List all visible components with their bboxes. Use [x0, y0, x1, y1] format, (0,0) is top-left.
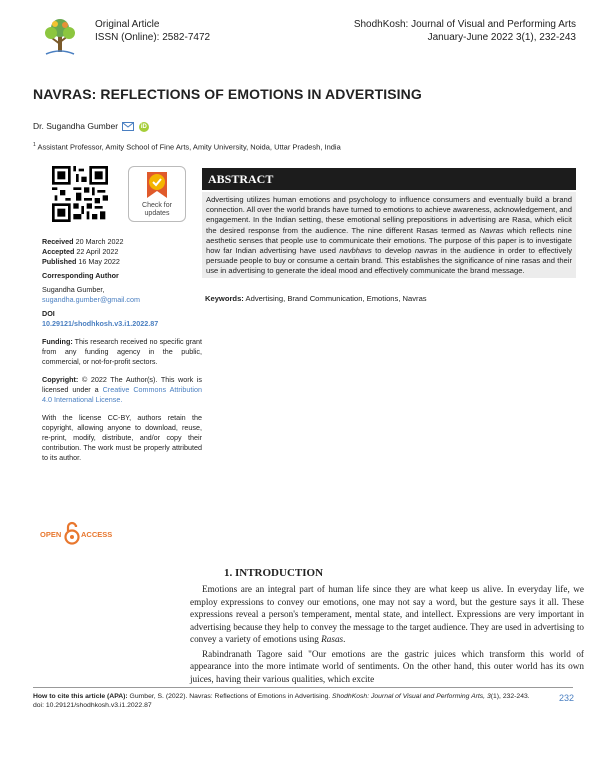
intro-p1-text: Emotions are an integral part of human life since they are what keep us alive. In everyday life, we employ expressions to convey our emotions, one may not say a word, but the gesture says it all. These expressions reveal a person's temperament, mental state, and intellect. Expressions are very important in advertising because they help to convey the message to the target audience. They are used in advertising to convey a variety of emotions using	[190, 584, 584, 644]
abstract-text-1: Advertising utilizes human emotions and psychology to influence consumers and eventually build a brand connection. All over the world brands have turned to emotions to achieve awareness, acknowledgement, and engagement. In the Indian setting, these emotional selling prepositions in advertising are Rasa, which elicit the desired response from the audience. The nine different Rasas termed as	[206, 195, 572, 235]
journal-logo-icon	[38, 14, 82, 58]
intro-p1-em: Rasas	[321, 634, 344, 644]
abstract-em-navras: Navras	[479, 225, 504, 235]
intro-paragraph-2: Rabindranath Tagore said "Our emotions are the gastric juices which transform this world of appearance into the more intimate world of sentiments. On the other hand, this outer world has its own juices, having their various qualities, which excite	[190, 648, 584, 684]
footer-divider	[33, 687, 573, 688]
abstract-heading: ABSTRACT	[202, 168, 576, 190]
citation-text-1: Gumber, S. (2022). Navras: Reflections of Emotions in Advertising.	[127, 693, 333, 700]
corresponding-label: Corresponding Author	[42, 271, 119, 280]
affiliation-text: Assistant Professor, Amity School of Fine Arts, Amity University, Noida, Uttar Pradesh, India	[37, 142, 341, 152]
keywords-text: Advertising, Brand Communication, Emotions, Navras	[245, 294, 427, 303]
doi-label: DOI	[42, 309, 55, 318]
abstract-text-4: in the audience in order to effectively persuade people to buy or consume a certain brand. This establishes the significance of nine rasas and their use in advertising to generate the ideal mood and effectively communicate the brand message.	[206, 246, 572, 276]
journal-name: ShodhKosh: Journal of Visual and Performing Arts	[353, 19, 576, 30]
issn: ISSN (Online): 2582-7472	[95, 32, 211, 43]
access-text: ACCESS	[81, 530, 113, 539]
funding-label: Funding:	[42, 337, 73, 346]
accepted-label: Accepted	[42, 247, 75, 256]
author-name: Dr. Sugandha Gumber	[33, 121, 119, 131]
qr-code-icon[interactable]	[52, 166, 108, 222]
received-label: Received	[42, 237, 74, 246]
accepted-date: 22 April 2022	[76, 247, 119, 256]
check-line-2: updates	[144, 210, 170, 217]
orcid-icon[interactable]: iD	[140, 123, 147, 130]
abstract-em-navras-2: navras	[414, 246, 438, 256]
header-left	[95, 18, 210, 44]
abstract-text-2: which reflects nine aesthetic senses that people use to communicate their emotions. The purpose of this paper is to investigate how far Indian advertising have used	[206, 225, 573, 256]
open-text: OPEN	[40, 530, 62, 539]
abstract-em-navbhavs: navbhavs	[339, 246, 372, 256]
abstract-text-3: to develop	[371, 246, 415, 256]
keywords-label: Keywords:	[205, 294, 244, 303]
copyright-label: Copyright:	[42, 375, 79, 384]
article-type: Original Article	[95, 19, 160, 30]
license-text: With the license CC-BY, authors retain the copyright, allowing anyone to download, reuse, re-print, modify, distribute, and/or copy their contribution. The work must be properly attributed to its author.	[42, 413, 202, 462]
citation-footer	[33, 692, 533, 710]
open-access-logo	[40, 521, 120, 547]
abstract-body	[202, 192, 576, 278]
page-number: 232	[558, 693, 574, 703]
author-line	[33, 121, 149, 132]
check-for-updates-button[interactable]	[128, 166, 186, 222]
citation-text-2: (1), 232-243. doi: 10.29121/shodhkosh.v3.i1.2022.87	[33, 693, 530, 709]
header-right	[354, 18, 576, 44]
citation-journal: ShodhKosh: Journal of Visual and Performing Arts, 3	[332, 693, 491, 700]
citation-label: How to cite this article (APA):	[33, 693, 128, 700]
check-line-1: Check for	[142, 202, 172, 209]
journal-issue: January-June 2022 3(1), 232-243	[427, 32, 576, 43]
bookmark-icon	[143, 170, 171, 200]
affiliation	[33, 142, 341, 152]
open-lock-icon	[64, 521, 80, 545]
corresponding-email-link[interactable]: sugandha.gumber@gmail.com	[42, 295, 140, 304]
article-metadata	[42, 237, 202, 463]
published-date: 16 May 2022	[78, 257, 120, 266]
intro-paragraph-1	[190, 583, 584, 646]
affiliation-marker: 1	[33, 142, 36, 148]
intro-body	[190, 583, 584, 687]
article-title: NAVRAS: REFLECTIONS OF EMOTIONS IN ADVERTISING	[33, 86, 422, 102]
email-icon[interactable]	[122, 122, 134, 131]
keywords	[205, 294, 427, 303]
doi-link[interactable]: 10.29121/shodhkosh.v3.i1.2022.87	[42, 319, 159, 328]
intro-p1-end: .	[343, 634, 346, 644]
intro-heading: 1. INTRODUCTION	[224, 567, 324, 579]
received-date: 20 March 2022	[75, 237, 124, 246]
corresponding-name: Sugandha Gumber,	[42, 285, 105, 294]
funding-text: This research received no specific grant from any funding agency in the public, commercial, or not-for-profit sectors.	[42, 337, 202, 366]
copyright-text: © 2022 The Author(s). This work is licensed under a	[42, 375, 202, 394]
license-link[interactable]: Creative Commons Attribution 4.0 International License.	[42, 385, 202, 404]
published-label: Published	[42, 257, 77, 266]
